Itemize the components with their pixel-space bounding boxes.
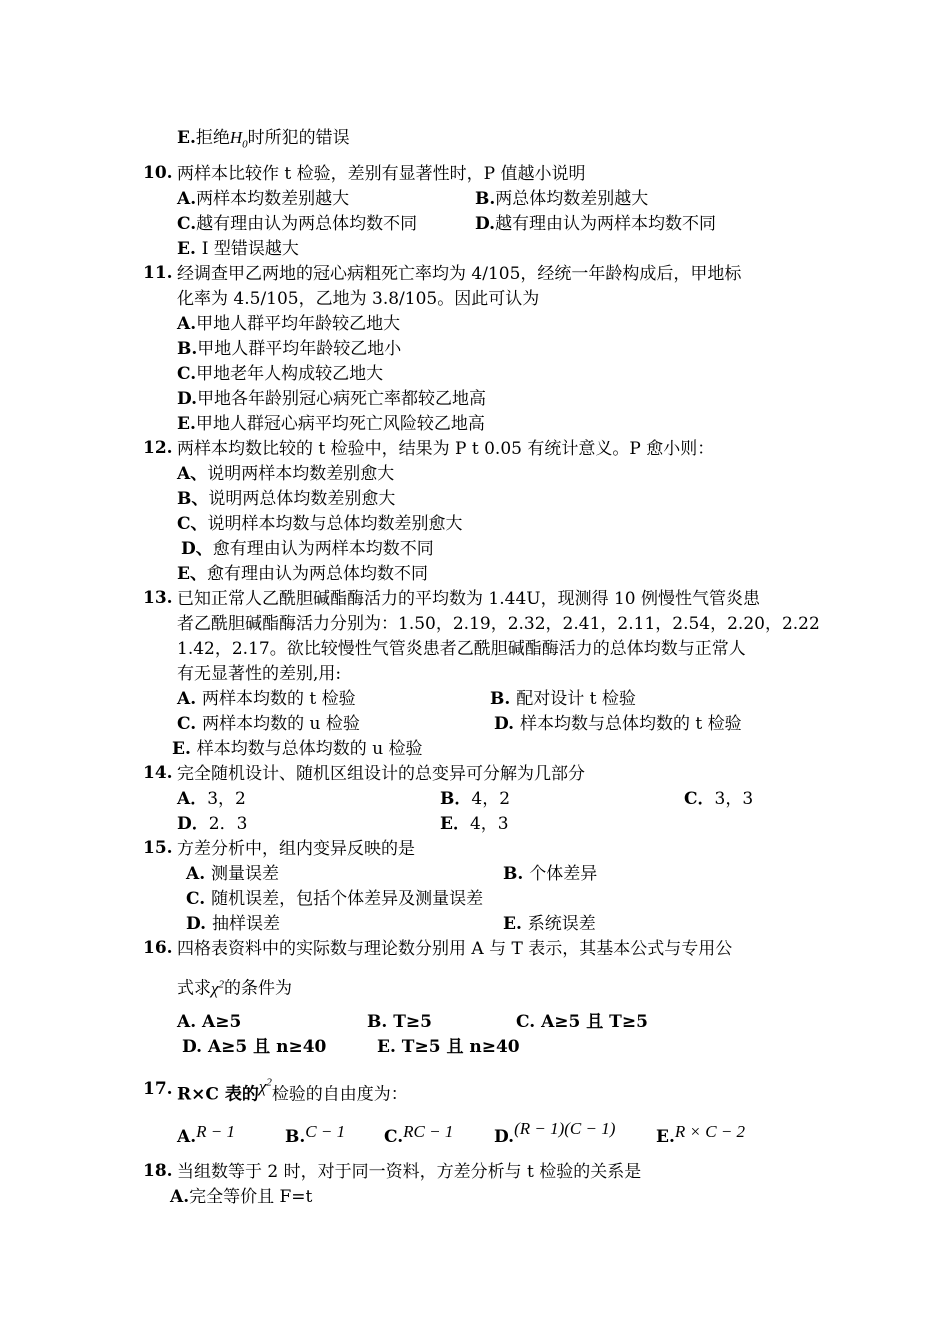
q16-option-a: A. A≥5 [177, 1012, 242, 1032]
q11-stem-line1: 经调查甲乙两地的冠心病粗死亡率均为 4/105，经统一年龄构成后，甲地标 [177, 264, 742, 284]
q11-option-c: C.甲地老年人构成较乙地大 [177, 364, 384, 384]
q12-option-e: E、愈有理由认为两总体均数不同 [177, 564, 428, 584]
q10-option-d: D.越有理由认为两样本均数不同 [475, 214, 717, 234]
q11-option-a: A.甲地人群平均年龄较乙地大 [177, 314, 401, 334]
q12-option-a: A、说明两样本均数差别愈大 [177, 464, 395, 484]
q13-option-e: E. 样本均数与总体均数的 u 检验 [172, 739, 423, 759]
q17-option-e: E.R × C − 2 [656, 1122, 746, 1147]
q14-option-a: A．3，2 [177, 789, 246, 809]
q15-option-e: E. 系统误差 [503, 914, 596, 934]
q16-option-d: D. A≥5 且 n≥40 [182, 1037, 327, 1057]
q13-stem-line4: 有无显著性的差别,用: [177, 664, 342, 684]
q16-option-b: B. T≥5 [367, 1012, 432, 1032]
q15-stem: 方差分析中，组内变异反映的是 [177, 839, 415, 859]
q10-option-a: A.两样本均数差别越大 [177, 189, 350, 209]
q16-stem-line1: 四格表资料中的实际数与理论数分别用 A 与 T 表示，其基本公式与专用公 [177, 939, 733, 959]
q16-option-e: E. T≥5 且 n≥40 [377, 1037, 520, 1057]
q10-option-c: C.越有理由认为两总体均数不同 [177, 214, 418, 234]
q12-option-b: B、说明两总体均数差别愈大 [177, 489, 396, 509]
q15-option-b: B. 个体差异 [503, 864, 598, 884]
q15-option-d: D. 抽样误差 [186, 914, 280, 934]
q13-stem-line1: 已知正常人乙酰胆碱酯酶活力的平均数为 1.44U，现测得 10 例慢性气管炎患 [177, 589, 761, 609]
q11-stem-line2: 化率为 4.5/105，乙地为 3.8/105。因此可认为 [177, 289, 540, 309]
q13-option-b: B. 配对设计 t 检验 [490, 689, 636, 709]
q10-number: 10. [143, 163, 173, 183]
q18-number: 18. [143, 1161, 173, 1181]
q18-stem: 当组数等于 2 时，对于同一资料，方差分析与 t 检验的关系是 [177, 1162, 642, 1182]
q13-number: 13. [143, 588, 173, 608]
q13-option-d: D. 样本均数与总体均数的 t 检验 [494, 714, 742, 734]
q15-option-a: A. 测量误差 [186, 864, 280, 884]
q14-option-c: C．3，3 [684, 789, 754, 809]
q17-option-b: B.C − 1 [285, 1122, 346, 1147]
q16-option-c: C. A≥5 且 T≥5 [516, 1012, 648, 1032]
q14-stem: 完全随机设计、随机区组设计的总变异可分解为几部分 [177, 764, 585, 784]
q13-option-a: A. 两样本均数的 t 检验 [177, 689, 356, 709]
q10-option-b: B.两总体均数差别越大 [475, 189, 649, 209]
q13-stem-line3: 1.42，2.17。欲比较慢性气管炎患者乙酰胆碱酯酶活力的总体均数与正常人 [177, 639, 746, 659]
q16-stem-line2: 式求$\chi^2$的条件为 [177, 978, 292, 999]
q12-option-c: C、说明样本均数与总体均数差别愈大 [177, 514, 463, 534]
q11-option-d: D.甲地各年龄别冠心病死亡率都较乙地高 [177, 389, 487, 409]
q17-number: 17. [143, 1079, 173, 1099]
q16-number: 16. [143, 938, 173, 958]
q12-option-d: D、愈有理由认为两样本均数不同 [181, 539, 434, 559]
q17-option-d: D.(R − 1)(C − 1) [494, 1119, 616, 1147]
q15-number: 15. [143, 838, 173, 858]
q17-option-c: C.RC − 1 [384, 1122, 454, 1147]
q10-option-e: E. I 型错误越大 [177, 239, 299, 259]
q12-number: 12. [143, 438, 173, 458]
q9-option-e: E.拒绝$H_0$时所犯的错误 [177, 128, 350, 151]
chi-square-symbol: $\chi^2$ [211, 978, 224, 998]
q14-number: 14. [143, 763, 173, 783]
q14-option-b: B．4，2 [440, 789, 511, 809]
h0-symbol: $H_0$ [229, 128, 248, 151]
q11-option-e: E.甲地人群冠心病平均死亡风险较乙地高 [177, 414, 485, 434]
q18-option-a: A.完全等价且 F=t [170, 1187, 313, 1207]
q13-stem-line2: 者乙酰胆碱酯酶活力分别为：1.50，2.19，2.32，2.41，2.11，2.54，2.20，2.22 [177, 614, 820, 634]
q17-option-a: A.R − 1 [177, 1122, 235, 1147]
q11-number: 11. [143, 263, 173, 283]
q17-stem: R×C 表的$\chi^2$检验的自由度为： [177, 1076, 408, 1105]
q14-option-d: D．2．3 [177, 814, 248, 834]
q10-stem: 两样本比较作 t 检验，差别有显著性时，P 值越小说明 [177, 164, 586, 184]
q12-stem: 两样本均数比较的 t 检验中，结果为 P t 0.05 有统计意义。P 愈小则： [177, 439, 715, 459]
q14-option-e: E．4，3 [440, 814, 509, 834]
chi-square-symbol: $\chi^2$ [258, 1076, 272, 1096]
q11-option-b: B.甲地人群平均年龄较乙地小 [177, 339, 402, 359]
q13-option-c: C. 两样本均数的 u 检验 [177, 714, 360, 734]
q15-option-c: C. 随机误差，包括个体差异及测量误差 [186, 889, 484, 909]
